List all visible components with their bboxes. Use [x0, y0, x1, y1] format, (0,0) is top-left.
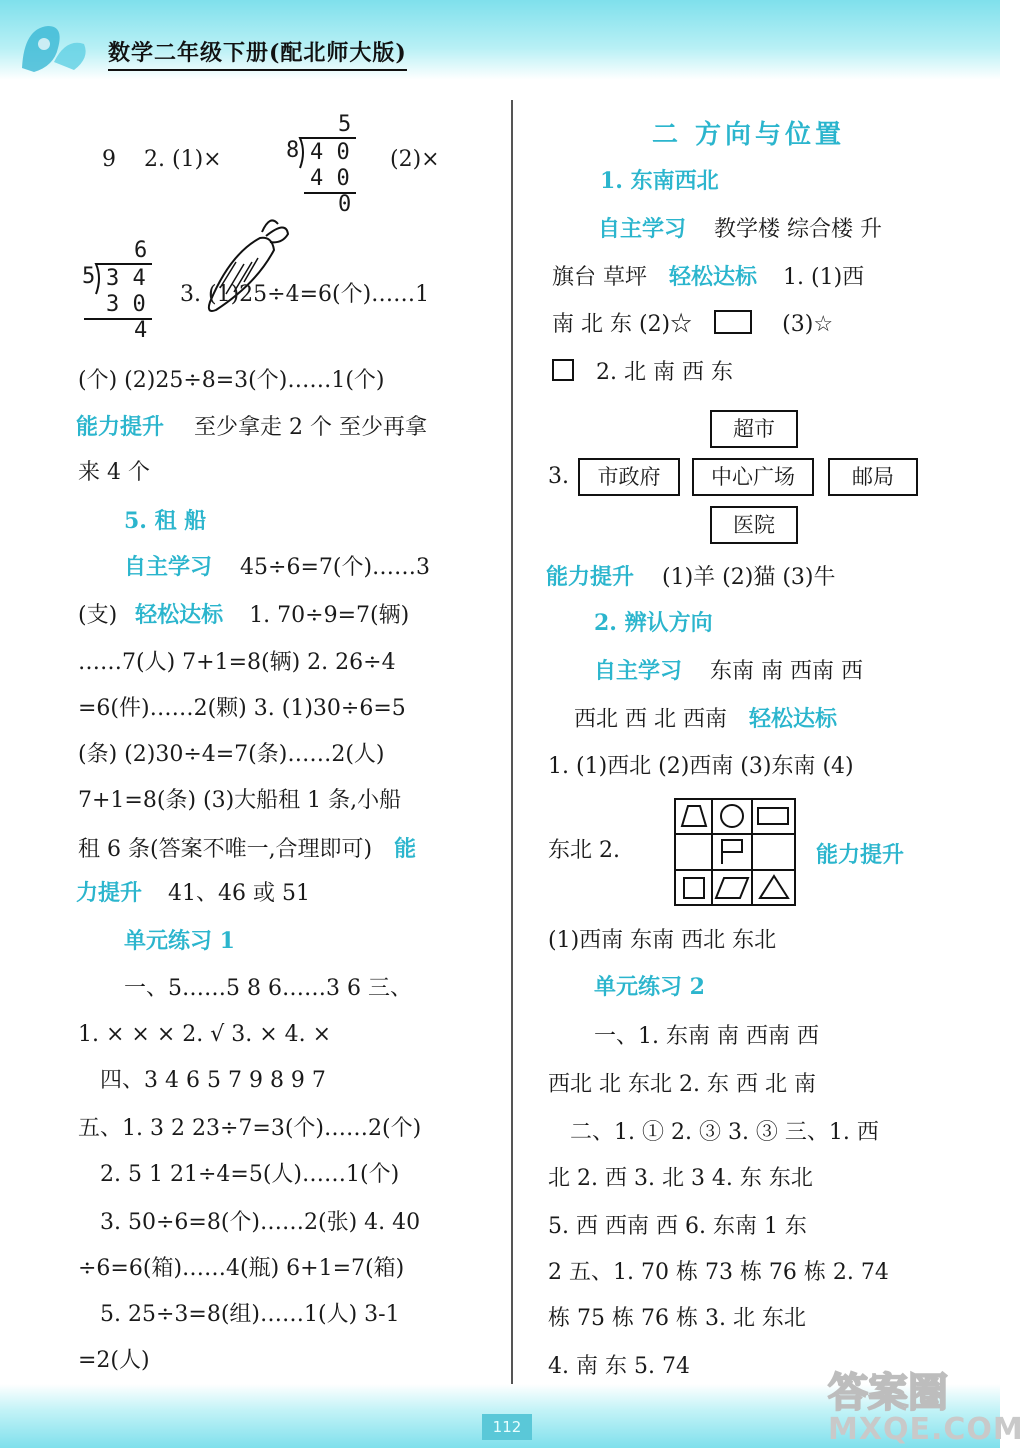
answer-line: (条) (2)30÷4=7(条)……2(人): [78, 742, 385, 767]
section-tag: 轻松达标: [669, 264, 758, 290]
map-south-box: 医院: [710, 506, 798, 544]
section-tag: 力提升: [76, 880, 143, 906]
book-title: 数学二年级下册(配北师大版): [108, 36, 407, 71]
answer-line: 北 2. 西 3. 北 3 4. 东 东北: [548, 1166, 813, 1191]
flag-icon: [722, 840, 742, 864]
section-tag: 自主学习: [594, 658, 683, 684]
answer-line: 一、5……5 8 6……3 6 三、: [124, 976, 412, 1001]
answer-line: 栋 75 栋 76 栋 3. 北 东北: [548, 1306, 806, 1331]
answer-line: ……7(人) 7+1=8(辆) 2. 26÷4: [78, 650, 396, 675]
triangle-icon: [760, 876, 788, 898]
answer-line: (2)×: [390, 147, 440, 172]
answer-line: 自主学习 教学楼 综合楼 升: [598, 216, 883, 242]
quotient: 5: [338, 112, 352, 137]
divisor: 8: [286, 138, 300, 163]
answer-line: 一、1. 东南 南 西南 西: [594, 1024, 819, 1049]
rectangle-shape: [714, 310, 752, 334]
answer-line: 1. (1)西北 (2)西南 (3)东南 (4): [548, 754, 854, 779]
trapezoid-icon: [682, 806, 706, 826]
page-number: 112: [482, 1414, 532, 1440]
answer-line: 2 五、1. 70 栋 73 栋 76 栋 2. 74: [548, 1260, 889, 1285]
section-tag: 能力提升: [546, 564, 635, 590]
unit-title: 二 方向与位置: [652, 120, 846, 150]
section-title: 1. 东南西北: [600, 168, 719, 194]
answer-line: 9 2. (1)×: [102, 147, 222, 172]
section-title: 2. 辨认方向: [594, 610, 713, 636]
section-title: 单元练习 2: [594, 974, 705, 1000]
square-shape: [552, 359, 574, 381]
answer-line: 2. 5 1 21÷4=5(人)……1(个): [100, 1162, 400, 1187]
dividend: 3 4: [106, 266, 146, 291]
answer-line: 能力提升 至少拿走 2 个 至少再拿: [76, 414, 427, 440]
column-divider: [511, 100, 513, 1390]
section-title: 单元练习 1: [124, 928, 235, 954]
section-tag: 能力提升: [76, 414, 165, 440]
answer-line: 自主学习 东南 南 西南 西: [594, 658, 863, 684]
answer-line: 南 北 东 (2)☆ (3)☆: [552, 312, 834, 337]
answer-line: (支) 轻松达标 1. 70÷9=7(辆): [78, 602, 410, 628]
divisor: 5: [82, 264, 96, 289]
map-east-box: 邮局: [828, 458, 918, 496]
answer-line: 5. 西 西南 西 6. 东南 1 东: [548, 1214, 807, 1239]
answer-line: 7+1=8(条) (3)大船租 1 条,小船: [78, 788, 402, 813]
parallelogram-icon: [716, 878, 748, 898]
answer-line: 力提升 41、46 或 51: [76, 880, 310, 906]
answer-line: =6(件)……2(颗) 3. (1)30÷6=5: [78, 696, 406, 721]
answer-line: 3. 50÷6=8(个)……2(张) 4. 40: [100, 1210, 421, 1235]
quotient: 6: [134, 238, 148, 263]
section-title: 5. 租 船: [124, 508, 207, 534]
circle-icon: [721, 805, 743, 827]
answer-line: 旗台 草坪 轻松达标 1. (1)西: [552, 264, 865, 290]
answer-line: 五、1. 3 2 23÷7=3(个)……2(个): [78, 1116, 422, 1141]
answer-line: 来 4 个: [78, 460, 150, 485]
dividend: 4 0: [310, 140, 350, 165]
section-tag: 轻松达标: [748, 706, 837, 732]
map-center-box: 中心广场: [692, 458, 814, 496]
answer-line: 2. 北 南 西 东: [552, 358, 733, 388]
section-tag: 自主学习: [124, 554, 213, 580]
answer-line: 能力提升 (1)羊 (2)猫 (3)牛: [546, 564, 836, 590]
answer-line: 四、3 4 6 5 7 9 8 9 7: [100, 1068, 326, 1093]
answer-line: 自主学习 45÷6=7(个)……3: [124, 554, 431, 580]
answer-line: 二、1. ① 2. ③ 3. ③ 三、1. 西: [570, 1120, 879, 1145]
section-tag: 能: [394, 836, 417, 862]
square-icon: [684, 878, 704, 898]
shapes-grid: [674, 798, 796, 906]
section-tag: 能力提升: [816, 842, 905, 868]
rectangle-icon: [758, 808, 788, 824]
book-logo-icon: [14, 18, 94, 78]
answer-line: [816, 840, 904, 871]
product: 4 0: [310, 166, 350, 191]
answer-line: 3. (1)25÷4=6(个)……1: [180, 282, 430, 307]
answer-line: ÷6=6(箱)……4(瓶) 6+1=7(箱): [78, 1256, 405, 1281]
watermark-text: MXQE.COM: [828, 1412, 1024, 1447]
answer-line: 租 6 条(答案不唯一,合理即可) 能: [78, 836, 417, 862]
remainder: 0: [338, 192, 352, 217]
answer-line: 4. 南 东 5. 74: [548, 1354, 690, 1379]
product: 3 0: [106, 292, 146, 317]
answer-line: 1. × × × 2. √ 3. × 4. ×: [78, 1022, 332, 1047]
answer-line: 西北 北 东北 2. 东 西 北 南: [548, 1072, 816, 1097]
answer-line: (个) (2)25÷8=3(个)……1(个): [78, 368, 385, 393]
question-number: 3.: [548, 464, 569, 489]
answer-line: 5. 25÷3=8(组)……1(人) 3-1: [100, 1302, 400, 1327]
answer-line: 东北 2.: [548, 838, 620, 863]
section-tag: 自主学习: [598, 216, 687, 242]
section-tag: 轻松达标: [135, 602, 224, 628]
map-west-box: 市政府: [578, 458, 680, 496]
watermark-main-text: 答案圈: [828, 1370, 948, 1416]
map-north-box: 超市: [710, 410, 798, 448]
answer-line: 西北 西 北 西南 轻松达标: [574, 706, 837, 732]
answer-line: (1)西南 东南 西北 东北: [548, 928, 777, 953]
answer-line: =2(人): [78, 1348, 150, 1373]
remainder: 4: [134, 318, 148, 343]
